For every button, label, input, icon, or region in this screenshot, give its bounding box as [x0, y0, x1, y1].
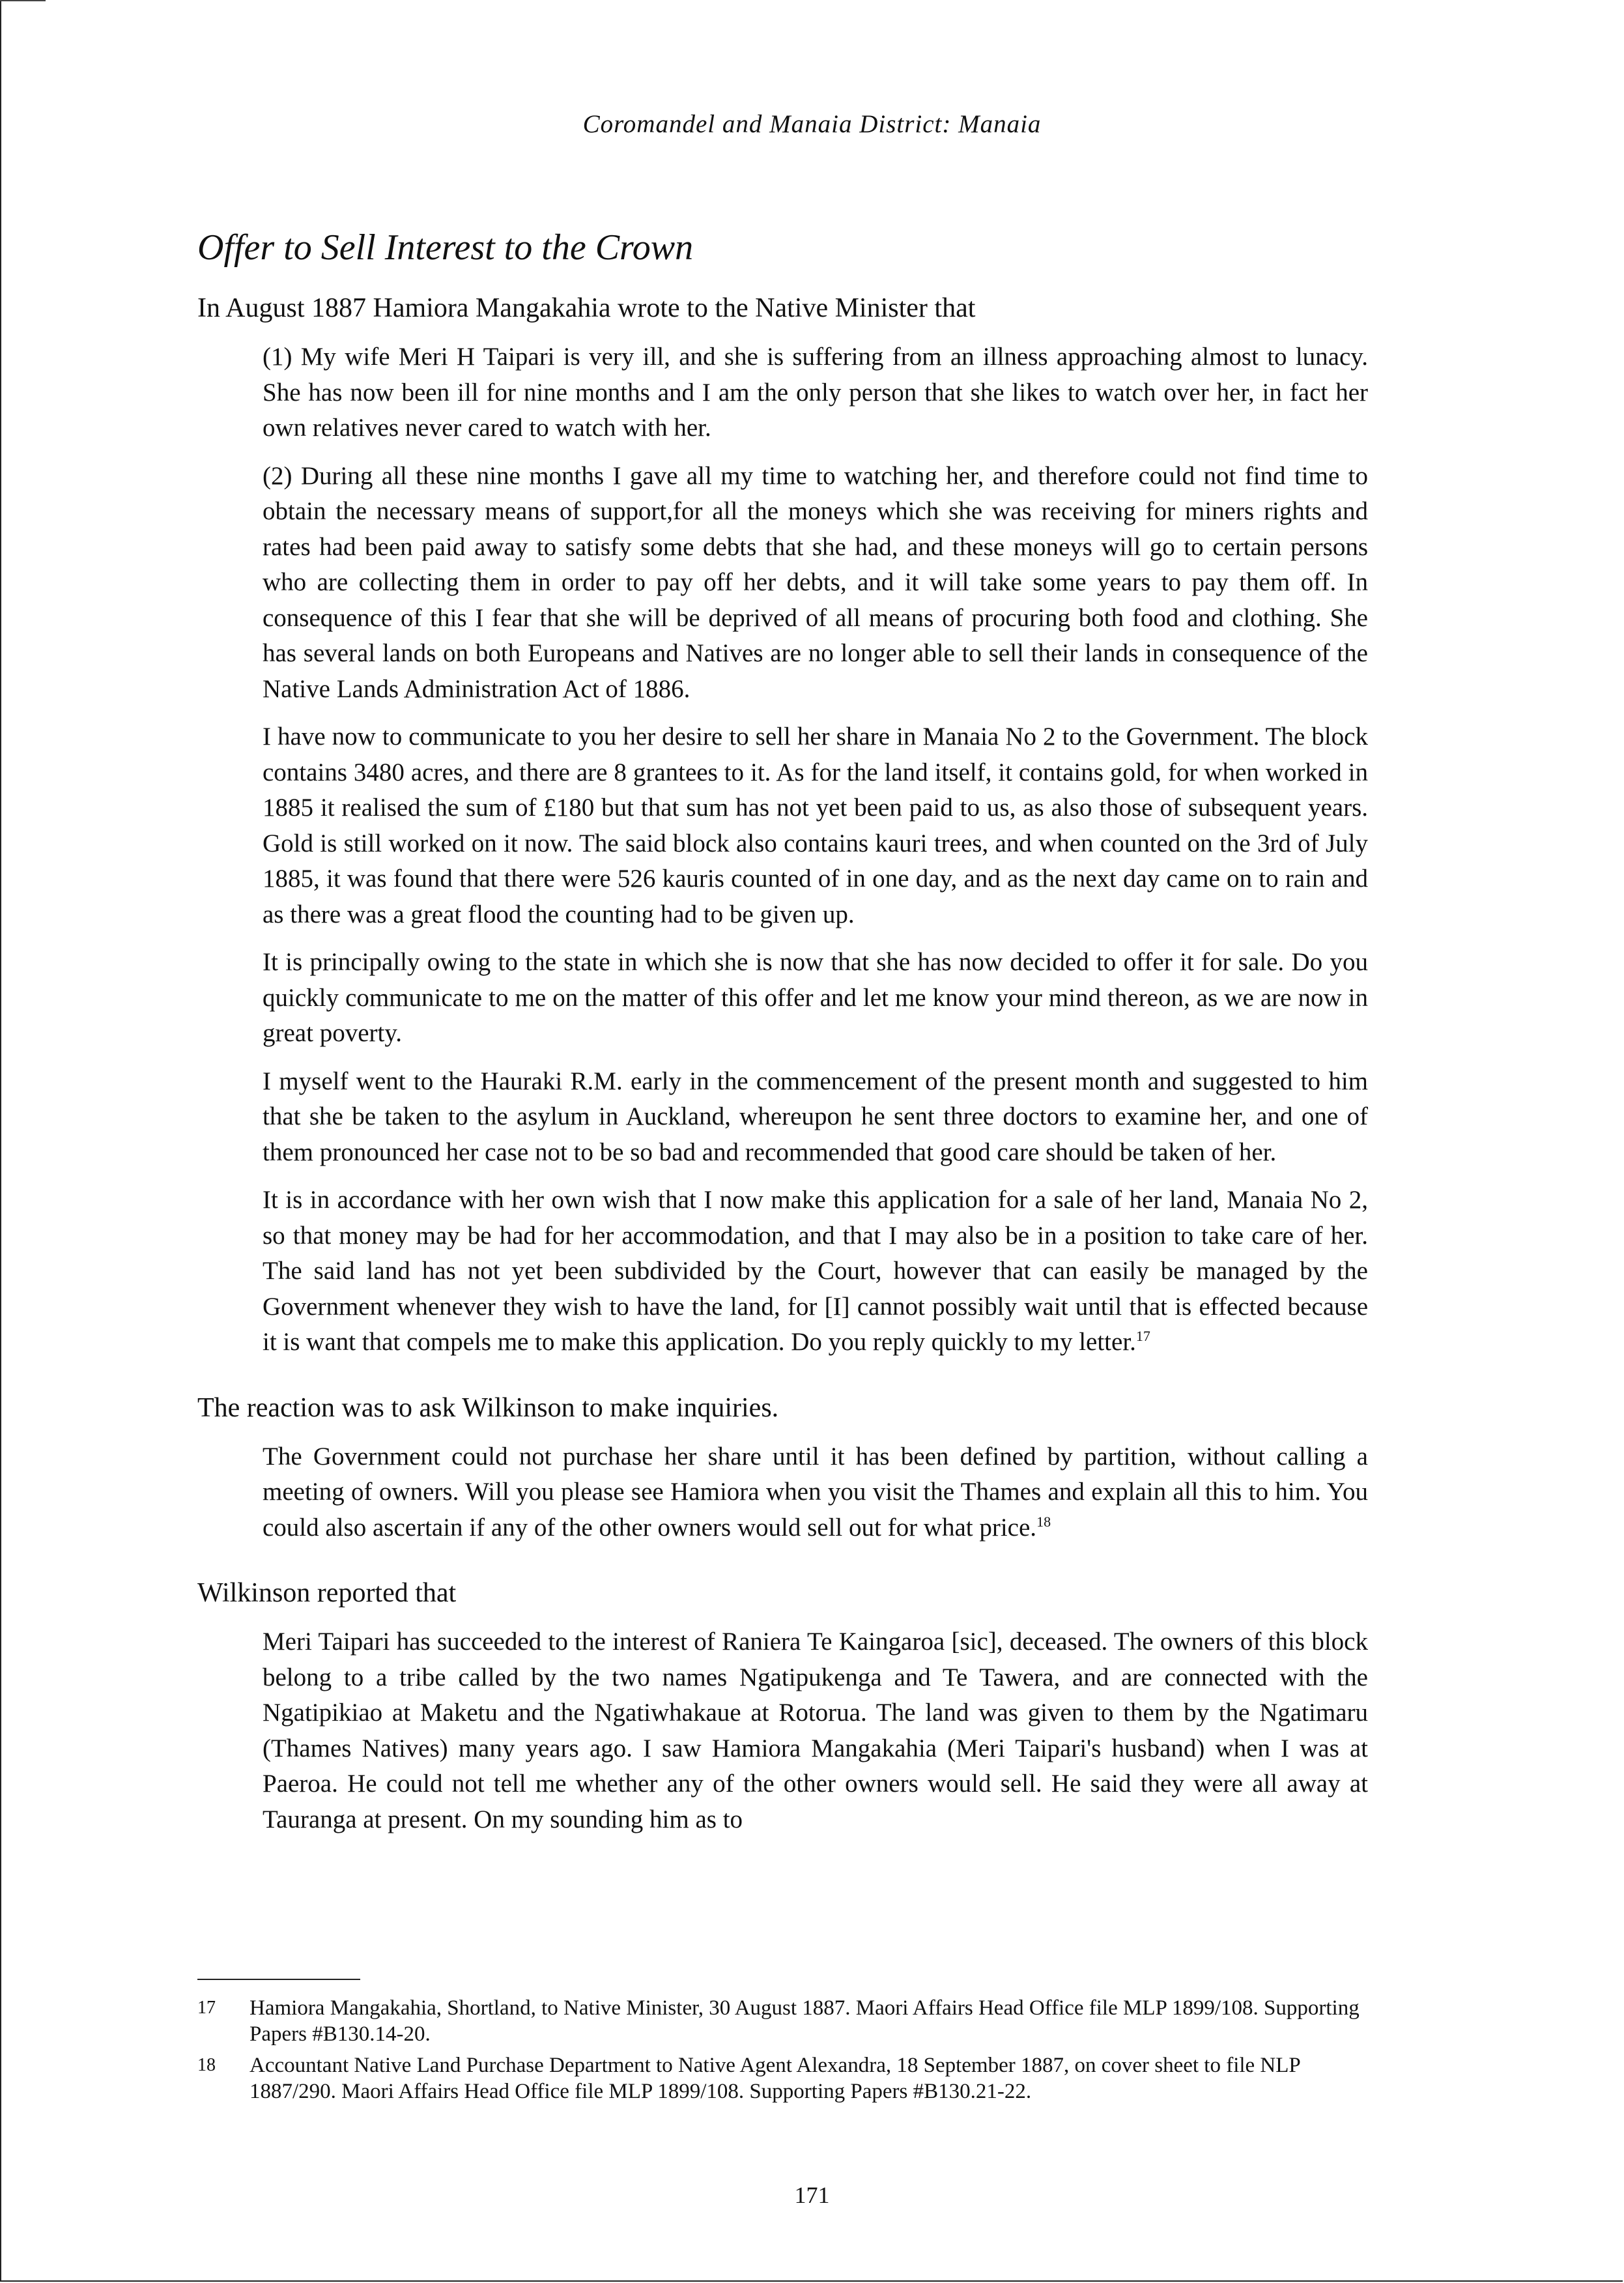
letter-paragraph-6-text: It is in accordance with her own wish that I now make this application for a sale of her land, Manaia No 2, so that money may be had for her accommodation, and that I may also be in a position to take care of her. The said land has not yet been subdivided by the Court, however that can easily be managed by the Government whenever they wish to have the land, for [I] cannot possibly wait until that is effected because it is want that compels me to make this application. Do you reply quickly to my letter.: [263, 1186, 1368, 1356]
letter-paragraph-2: (2) During all these nine months I gave all my time to watching her, and therefore could not find time to obtain the necessary means of support,for all the moneys which she was receiving for miners rights and rates had been paid away to satisfy some debts that she had, and these moneys will go to certain persons who are collecting them in order to pay off her debts, and it will take some years to pay them off. In consequence of this I fear that she will be deprived of all means of procuring both food and clothing. She has several lands on both Europeans and Natives are no longer able to sell their lands in consequence of the Native Lands Administration Act of 1886.: [263, 461, 1368, 703]
footnote-17: [197, 1995, 1368, 2047]
section-title: Offer to Sell Interest to the Crown: [197, 227, 694, 268]
letter-paragraph-3: I have now to communicate to you her desire to sell her share in Manaia No 2 to the Government. The block contains 3480 acres, and there are 8 grantees to it. As for the land itself, it contains gold, for when worked in 1885 it realised the sum of £180 but that sum has not yet been paid to us, as also those of subsequent years. Gold is still worked on it now. The said block also contains kauri trees, and when counted on the 3rd of July 1885, it was found that there were 526 kauris counted of in one day, and as the next day came on to rain and as there was a great flood the counting had to be given up.: [263, 723, 1368, 928]
scan-corner-mark: [0, 0, 46, 1]
letter-paragraph-1: (1) My wife Meri H Taipari is very ill, and she is suffering from an illness approaching almost to lunacy. She has now been ill for nine months and I am the only person that she likes to watch over her, in fact her own relatives never cared to watch with her.: [263, 343, 1368, 442]
reply-quote: [263, 1439, 1368, 1546]
running-head: Coromandel and Manaia District: Manaia: [582, 110, 1042, 138]
intro-paragraph-1: In August 1887 Hamiora Mangakahia wrote to the Native Minister that: [197, 293, 976, 323]
footnote-ref-17[interactable]: 17: [1135, 1328, 1150, 1344]
footnote-number: 18: [197, 2055, 216, 2075]
footnote-rule: [197, 1979, 360, 1980]
reply-paragraph-1: [263, 1439, 1368, 1546]
footnote-text: Hamiora Mangakahia, Shortland, to Native Minister, 30 August 1887. Maori Affairs Head Office file MLP 1899/108. Supporting Papers #B130.14-20.: [249, 1996, 1360, 2046]
main-content: [197, 290, 1368, 1850]
footnote-18: [197, 2052, 1368, 2104]
page-number: 171: [794, 2182, 830, 2208]
report-quote: [263, 1624, 1368, 1837]
intro-paragraph-2: The reaction was to ask Wilkinson to make inquiries.: [197, 1392, 779, 1423]
letter-paragraph-4: It is principally owing to the state in which she is now that she has now decided to offer it for sale. Do you quickly communicate to me on the matter of this offer and let me know your mind thereon, as we are now in great poverty.: [263, 948, 1368, 1047]
footnote-number: 17: [197, 1998, 216, 2018]
footnote-ref-18[interactable]: 18: [1036, 1513, 1051, 1530]
footnote-text: Accountant Native Land Purchase Department to Native Agent Alexandra, 18 September 1887, on cover sheet to file NLP 1887/290. Maori Affairs Head Office file MLP 1899/108. Supporting Papers #B130.21-22.: [249, 2054, 1300, 2103]
footnotes: [197, 1995, 1368, 2110]
reply-paragraph-1-text: The Government could not purchase her share until it has been defined by partition, without calling a meeting of owners. Will you please see Hamiora when you visit the Thames and explain all this to him. You could also ascertain if any of the other owners would sell out for what price.: [263, 1442, 1368, 1542]
letter-paragraph-5: I myself went to the Hauraki R.M. early in the commencement of the present month and suggested to him that she be taken to the asylum in Auckland, whereupon he sent three doctors to examine her, and one of them pronounced her case not to be so bad and recommended that good care should be taken of her.: [263, 1067, 1368, 1166]
letter-paragraph-6: [263, 1183, 1368, 1360]
intro-paragraph-3: Wilkinson reported that: [197, 1578, 457, 1608]
report-paragraph-1: Meri Taipari has succeeded to the interest of Raniera Te Kaingaroa [sic], deceased. The owners of this block belong to a tribe called by the two names Ngatipukenga and Te Tawera, and are connected with the Ngatipikiao at Maketu and the Ngatiwhakaue at Rotorua. The land was given to them by the Ngatimaru (Thames Natives) many years ago. I saw Hamiora Mangakahia (Meri Taipari's husband) when I was at Paeroa. He could not tell me whether any of the other owners would sell. He said they were all away at Tauranga at present. On my sounding him as to: [263, 1628, 1368, 1833]
letter-quote: [263, 339, 1368, 1360]
